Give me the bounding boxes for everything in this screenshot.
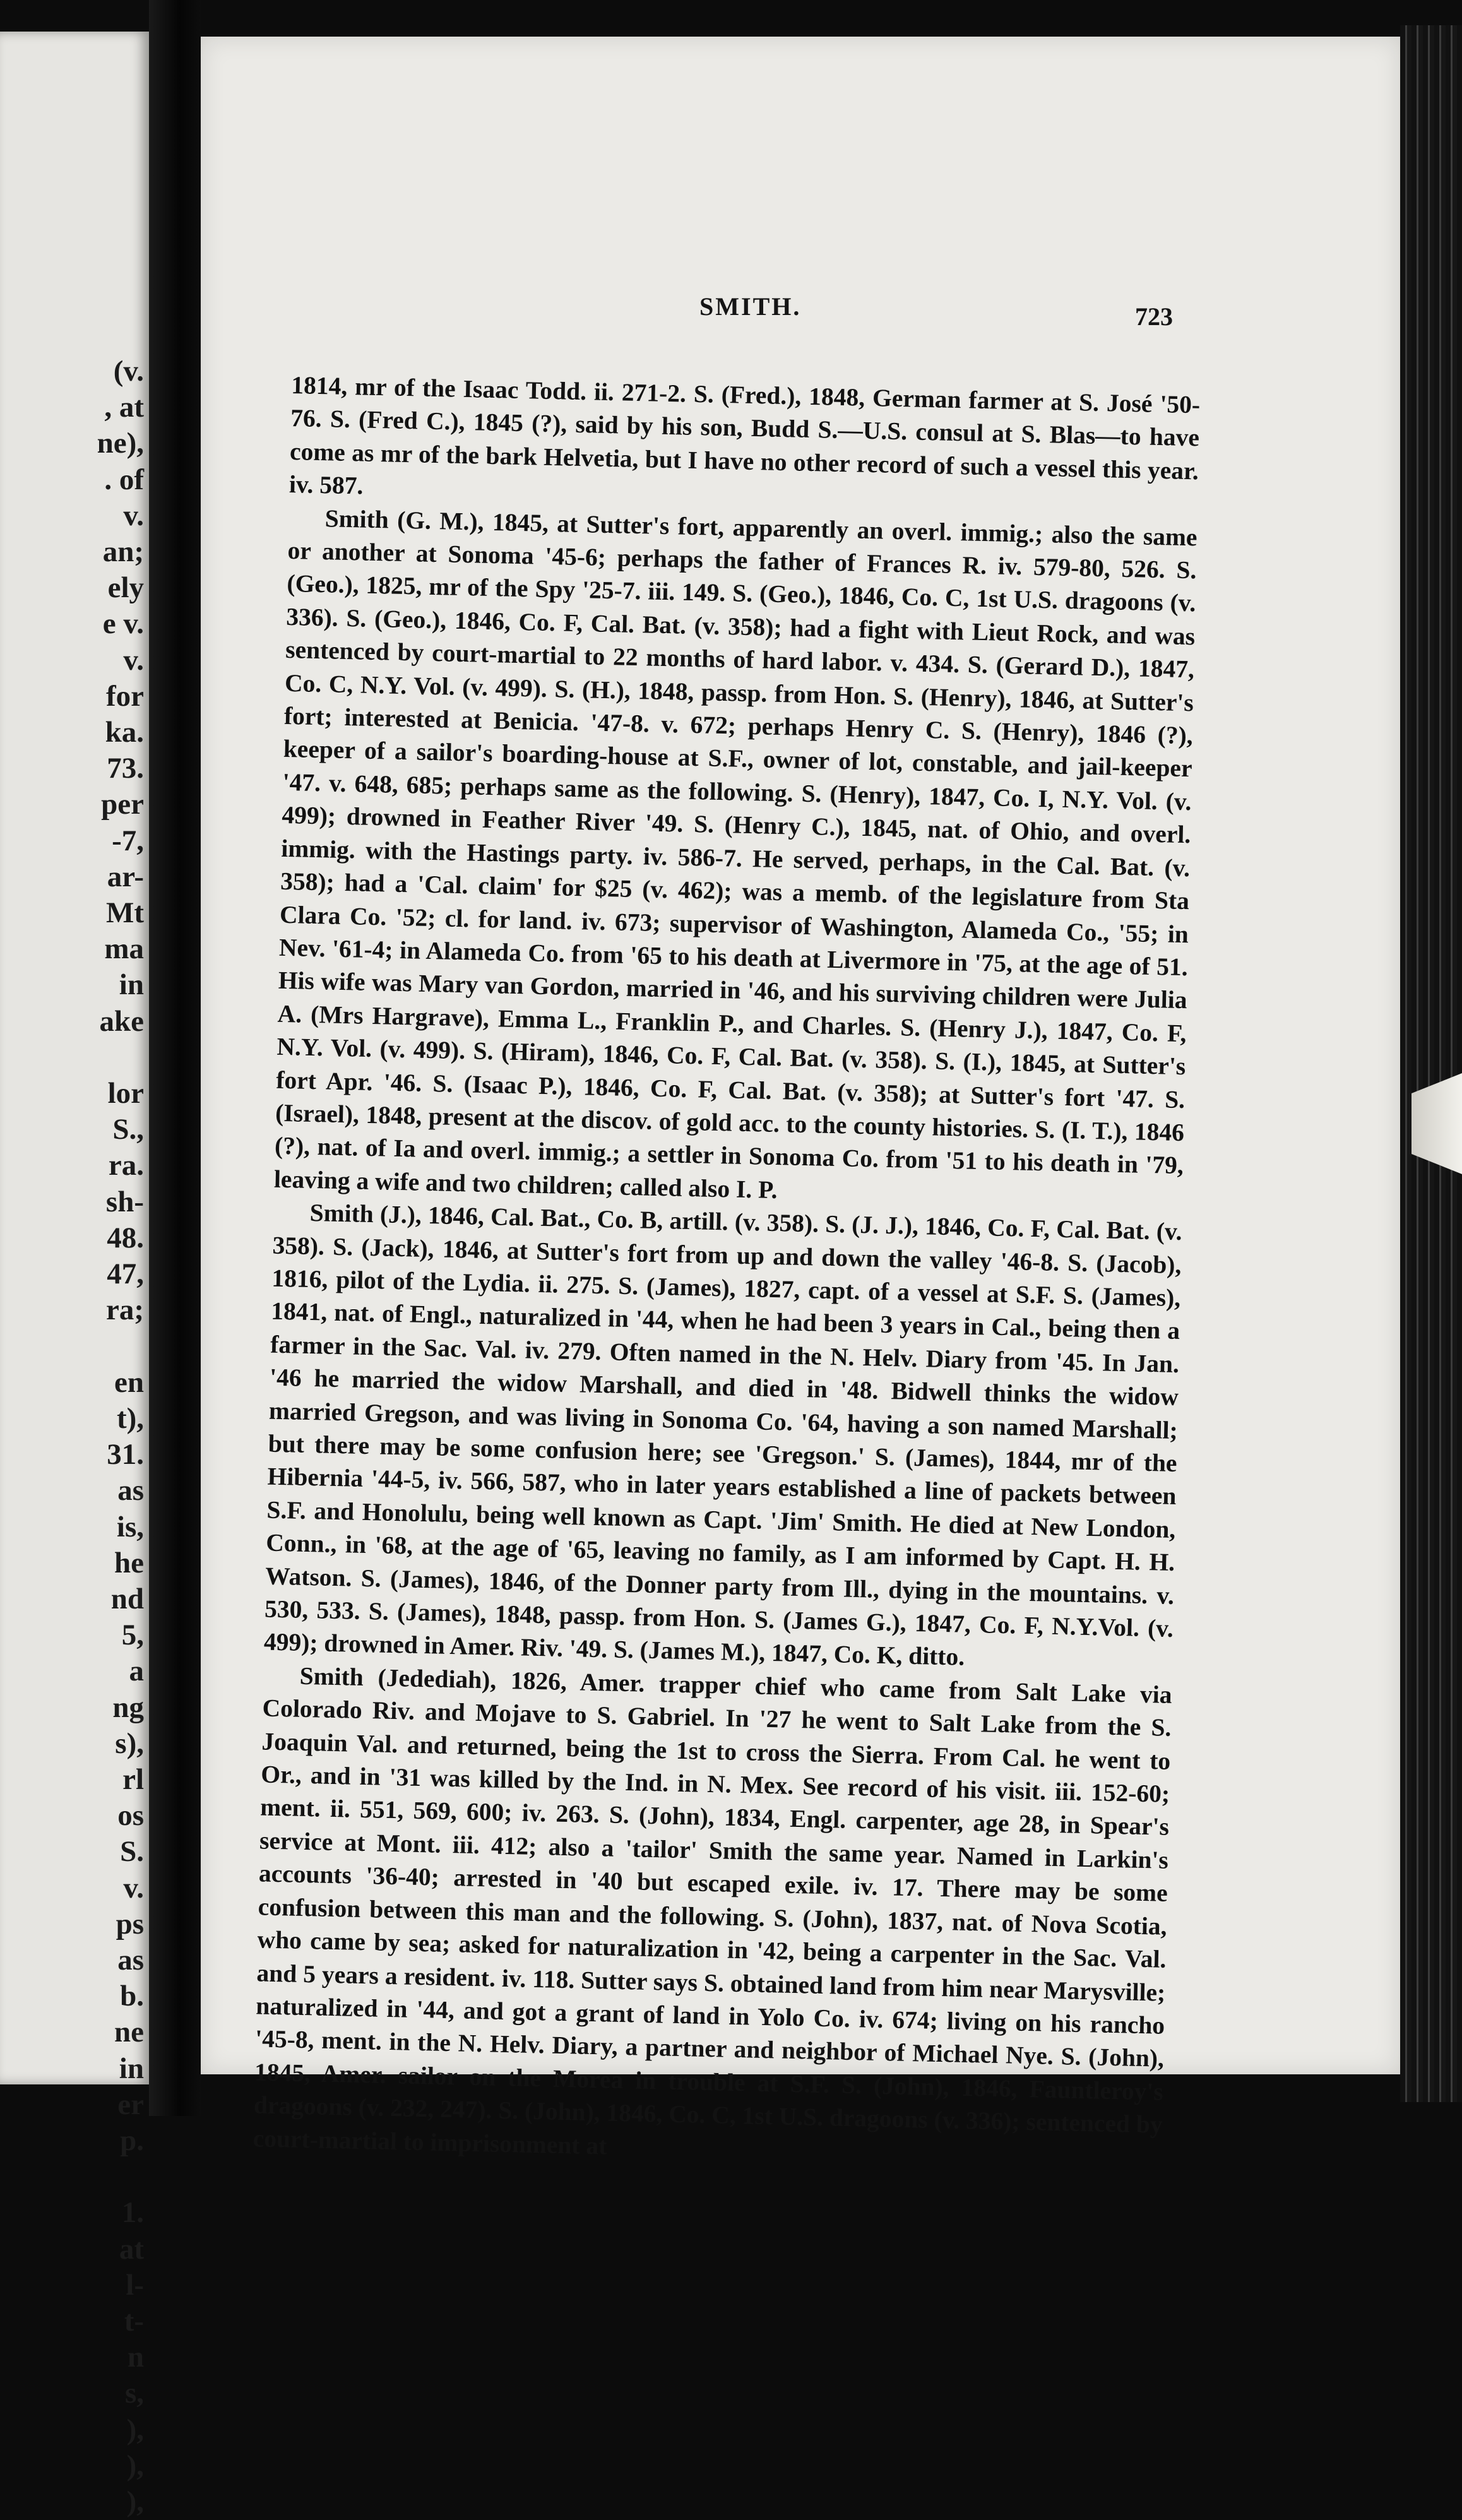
left-page-line: 73.: [107, 752, 144, 785]
left-page-line: [0, 2159, 149, 2195]
left-page-line: Mt: [105, 896, 144, 930]
left-page-line: ka.: [105, 716, 144, 749]
left-page-line: in: [119, 968, 144, 1002]
left-page-line: per: [101, 788, 144, 821]
facing-left-page: [0, 32, 149, 2518]
left-page-line: , at: [104, 391, 144, 424]
left-page-line: v.: [123, 499, 144, 532]
left-page-text-fragments: [0, 354, 149, 2520]
left-page-line: ne),: [97, 427, 144, 460]
left-page-line: a: [129, 1655, 144, 1688]
page-header: [201, 292, 1400, 330]
entry-text-block: [253, 369, 1200, 2175]
left-page-line: S.,: [112, 1113, 144, 1146]
left-page-line: l-: [126, 2268, 144, 2302]
left-page-line: as: [117, 1943, 144, 1976]
left-page-line: ar-: [107, 860, 144, 893]
left-page-line: -7,: [112, 824, 144, 857]
entry-paragraph-2: Smith (G. M.), 1845, at Sutter's fort, apparently an overl. immig.; also the same or another at Sonoma '45-6; perhaps the father of Frances R. iv. 579-80, 526. S. (Geo.), 1825, mr of the Spy '25-7. iii. 149. S. (Geo.), 1846, Co. C, 1st U.S. dragoons (v. 336). S. (Geo.), 1846, Co. F, Cal. Bat. (v. 358); had a fight with Lieut Rock, and was sentenced by court-martial to 22 months of hard labor. v. 434. S. (Gerard D.), 1847, Co. C, N.Y. Vol. (v. 499). S. (H.), 1848, passp. from Hon. S. (Henry), 1846, at Sutter's fort; interested at Benicia. '47-8. v. 672; perhaps Henry C. S. (Henry), 1846 (?), keeper of a sailor's boarding-house at S.F., owner of lot, constable, and jail-keeper '47. v. 648, 685; perhaps same as the following. S. (Henry), 1847, Co. I, N.Y. Vol. (v. 499); drowned in Feather River '49. S. (Henry C.), 1845, nat. of Ohio, and overl. immig. with the Hastings party. iv. 586-7. He served, perhaps, in the Cal. Bat. (v. 358); had a 'Cal. claim' for $25 (v. 462); was a memb. of the legislature from Sta Clara Co. '52; cl. for land. iv. 673; supervisor of Washington, Alameda Co., '55; in Nev. '61-4; in Alameda Co. from '65 to his death at Livermore in '75, at the age of 51. His wife was Mary van Gordon, married in '46, and his surviving children were Julia A. (Mrs Hargrave), Emma L., Franklin P., and Charles. S. (Henry J.), 1847, Co. F, N.Y. Vol. (v. 499). S. (Hiram), 1846, Co. F, Cal. Bat. (v. 358). S. (I.), 1845, at Sutter's fort Apr. '46. S. (Isaac P.), 1846, Co. F, Cal. Bat. (v. 358); at Sutter's fort '47. S. (Israel), 1848, present at the discov. of gold acc. to the county histories. S. (I. T.), 1846 (?), nat. of Ia and overl. immig.; a settler in Sonoma Co. from '51 to his death in '79, leaving a wife and two children; called also I. P.: [273, 504, 1198, 1204]
entry-paragraph-3: Smith (J.), 1846, Cal. Bat., Co. B, artill. (v. 358). S. (J. J.), 1846, Co. F, Cal. Bat. (v. 358). S. (Jack), 1846, at Sutter's fort from up and down the valley '46-8. S. (Jacob), 1816, pilot of the Lydia. ii. 275. S. (James), 1827, capt. of a vessel at S.F. S. (James), 1841, nat. of Engl., naturalized in '44, when he had been 3 years in Cal., being then a farmer in the Sac. Val. iv. 279. Often named in the N. Helv. Diary from '45. In Jan. '46 he married the widow Marshall, and died in '48. Bidwell thinks the widow married Gregson, and was living in Sonoma Co. '64, having a son named Marshall; but there may be some confusion here; see 'Gregson.' S. (James), 1844, mr of the Hibernia '44-5, iv. 566, 587, who in later years established a line of packets between S.F. and Honolulu, being well known as Capt. 'Jim' Smith. He died at New London, Conn., in '68, at the age of '65, leaving no family, as I am informed by Capt. H. H. Watson. S. (James), 1846, of the Donner party from Ill., dying in the mountains. v. 530, 533. S. (James), 1848, passp. from Hon. S. (James G.), 1847, Co. F, N.Y.Vol. (v. 499); drowned in Amer. Riv. '49. S. (James M.), 1847, Co. K, ditto.: [263, 1199, 1182, 1672]
left-page-line: 31.: [107, 1438, 144, 1471]
left-page-line: lor: [107, 1077, 144, 1110]
page-edge-strips: [1400, 25, 1462, 2102]
left-page-line: b.: [120, 1980, 144, 2013]
left-page-line: (v.: [113, 355, 144, 388]
left-page-line: ra.: [108, 1149, 144, 1182]
left-page-line: n: [127, 2341, 144, 2374]
left-page-line: p.: [120, 2124, 144, 2157]
left-page-line: for: [105, 679, 144, 713]
left-page-line: os: [117, 1799, 144, 1833]
entry-paragraph-4: Smith (Jedediah), 1826, Amer. trapper chief who came from Salt Lake via Colorado Riv. and Mojave to S. Gabriel. In '27 he went to Salt Lake from the S. Joaquin Val. and returned, being the 1st to cross the Sierra. From Cal. he went to Or., and in '31 was killed by the Ind. in N. Mex. See record of his visit. iii. 152-60; ment. ii. 551, 569, 600; iv. 263. S. (John), 1834, Engl. carpenter, age 28, in Spear's service at Mont. iii. 412; also a 'tailor' Smith the same year. Named in Larkin's accounts '36-40; arrested in '40 but escaped exile. iv. 17. There may be some confusion between this man and the following. S. (John), 1837, nat. of Nova Scotia, who came by sea; asked for naturalization in '42, being a carpenter in the Sac. Val. and 5 years a resident. iv. 118. Sutter says S. obtained land from him near Marysville; naturalized in '44, and got a grant of land in Yolo Co. iv. 674; living on his rancho '45-8, ment. in the N. Helv. Diary, a partner and neighbor of Michael Nye. S. (John), 1845, Amer. sailor on the Morea in trouble at S.F. S. (John), 1846, Fauntleroy's dragoons (v. 232, 247). S. (John), 1846, Co. C, 1st U.S. dragoons (v. 336); sentenced by court-martial to imprisonment at: [253, 1661, 1172, 2160]
left-page-line: ne: [114, 2016, 144, 2049]
left-page-line: en: [114, 1365, 144, 1399]
left-page-line: ps: [116, 1907, 144, 1941]
book-gutter: [149, 0, 201, 2116]
left-page-line: ra;: [105, 1293, 144, 1327]
left-page-line: rl: [122, 1762, 144, 1796]
left-page-line: e v.: [102, 607, 144, 641]
left-page-line: s),: [115, 1727, 144, 1760]
left-page-line: t-: [124, 2304, 144, 2338]
left-page-line: ),: [126, 2413, 144, 2446]
left-page-line: s,: [124, 2377, 144, 2410]
book-page: [201, 37, 1400, 2160]
running-head: SMITH.: [699, 292, 802, 321]
left-page-line: 47,: [107, 1257, 144, 1291]
left-page-line: . of: [104, 463, 144, 496]
left-page-line: 1.: [121, 2196, 144, 2230]
left-page-line: v.: [123, 1871, 144, 1905]
left-page-line: [0, 1040, 149, 1076]
entry-paragraph-1: 1814, mr of the Isaac Todd. ii. 271-2. S. (Fred.), 1848, German farmer at S. José '50-76. S. (Fred C.), 1845 (?), said by his son, Budd S.—U.S. consul at S. Blas—to have come as mr of the bark Helvetia, but I have no other record of such a vessel this year. iv. 587.: [288, 371, 1201, 500]
left-page-line: [0, 1328, 149, 1364]
left-page-line: is,: [116, 1510, 144, 1543]
left-page-line: sh-: [105, 1185, 144, 1218]
page-number: 723: [1135, 302, 1173, 331]
left-page-line: S.: [120, 1835, 144, 1869]
left-page-line: 5,: [121, 1619, 144, 1652]
left-page-line: t),: [116, 1401, 144, 1435]
left-page-line: as: [117, 1474, 144, 1507]
left-page-line: ma: [104, 932, 144, 966]
left-page-line: ely: [107, 571, 144, 605]
left-page-line: in: [119, 2052, 144, 2085]
left-page-line: ake: [99, 1004, 144, 1038]
left-page-line: ),: [126, 2485, 144, 2518]
left-page-line: he: [114, 1546, 144, 1579]
left-page-line: 48.: [107, 1221, 144, 1254]
left-page-line: at: [119, 2232, 144, 2266]
left-page-line: ),: [126, 2449, 144, 2482]
left-page-line: an;: [102, 535, 144, 569]
left-page-line: nd: [110, 1582, 144, 1615]
left-page-line: v.: [123, 643, 144, 677]
left-page-line: er: [117, 2088, 144, 2121]
left-page-line: ng: [112, 1691, 144, 1724]
